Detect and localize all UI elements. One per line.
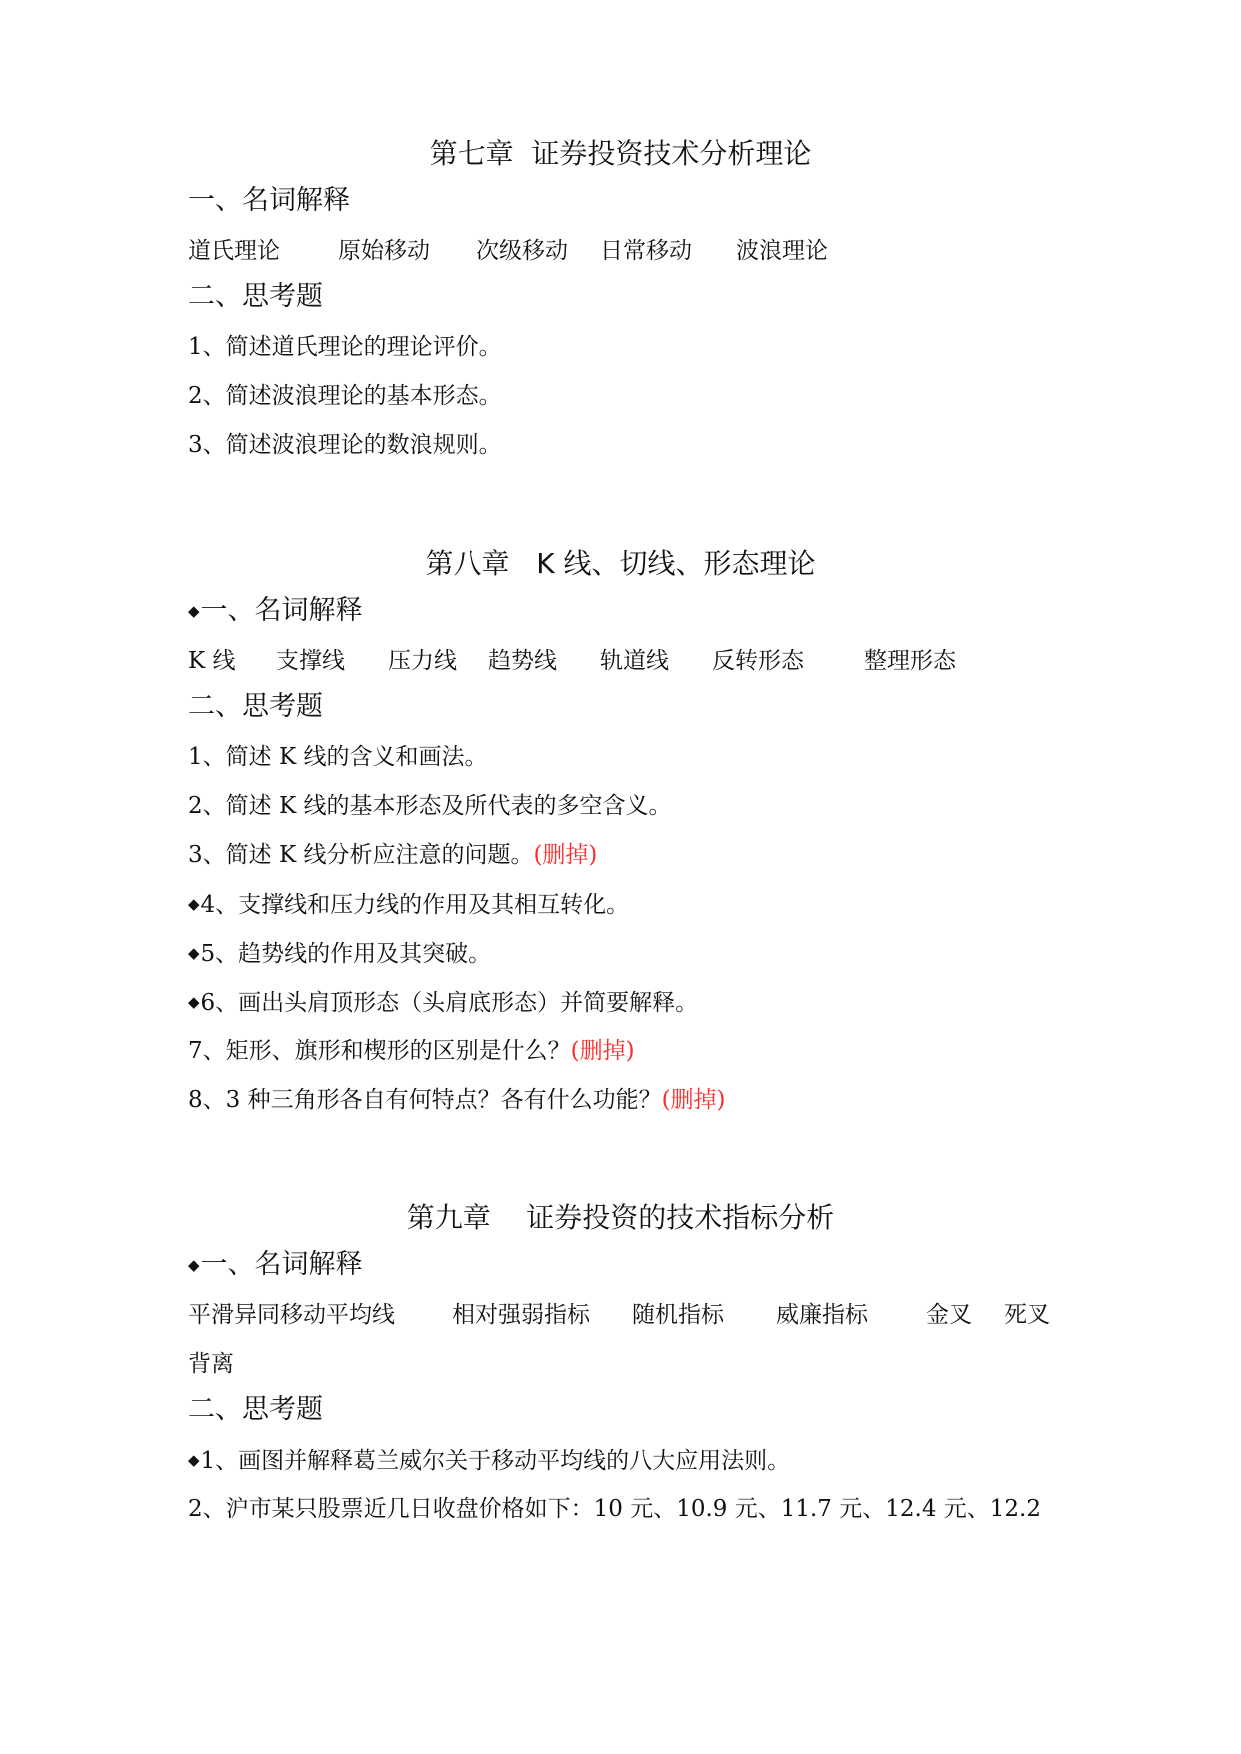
- delete-note: (删掉): [661, 1087, 726, 1113]
- ch9-question: 1、画图并解释葛兰威尔关于移动平均线的八大应用法则。: [200, 1448, 791, 1474]
- ch9-terms-heading: 一、名词解释: [200, 1249, 363, 1280]
- diamond-bullet-icon: ◆: [188, 1451, 200, 1469]
- ch7-terms-heading: 一、名词解释: [188, 185, 350, 216]
- ch8-question: 4、支撑线和压力线的作用及其相互转化。: [200, 892, 630, 918]
- ch8-question: 6、画出头肩顶形态（头肩底形态）并简要解释。: [200, 990, 699, 1016]
- ch8-question-row: [188, 1036, 635, 1066]
- chapter-8-title: 第八章 K 线、切线、形态理论: [425, 547, 816, 580]
- ch9-question-row: [188, 1445, 790, 1476]
- ch7-term: 日常移动: [600, 238, 692, 264]
- ch9-questions-heading: 二、思考题: [188, 1394, 323, 1425]
- ch9-term: 平滑异同移动平均线: [188, 1302, 395, 1328]
- ch8-question: 8、3 种三角形各自有何特点？各有什么功能？: [188, 1087, 662, 1113]
- ch8-term: 支撑线: [276, 648, 345, 674]
- ch8-question: 3、简述 K 线分析应注意的问题。: [188, 842, 534, 868]
- ch8-question-row: [188, 987, 698, 1018]
- ch9-term: 相对强弱指标: [452, 1302, 590, 1328]
- chapter-7-title: 第七章 证券投资技术分析理论: [429, 137, 812, 170]
- ch8-term: K 线: [188, 648, 236, 674]
- ch7-questions-heading: 二、思考题: [188, 281, 323, 312]
- ch8-term: 轨道线: [600, 648, 669, 674]
- ch8-question: 7、矩形、旗形和楔形的区别是什么？: [188, 1038, 571, 1064]
- diamond-bullet-icon: ◆: [188, 1256, 200, 1274]
- ch8-question: 5、趋势线的作用及其突破。: [200, 941, 492, 967]
- diamond-bullet-icon: ◆: [188, 895, 200, 913]
- ch7-term: 次级移动: [476, 238, 568, 264]
- ch8-term: 趋势线: [488, 648, 557, 674]
- ch7-question: 3、简述波浪理论的数浪规则。: [188, 432, 502, 458]
- ch8-question-row: [188, 1085, 726, 1115]
- ch8-question-row: [188, 840, 597, 870]
- delete-note: (删掉): [533, 842, 598, 868]
- diamond-bullet-icon: ◆: [188, 944, 200, 962]
- ch8-question-row: [188, 938, 491, 969]
- ch7-term: 道氏理论: [188, 238, 280, 264]
- ch8-terms-heading: 一、名词解释: [200, 595, 363, 626]
- ch8-term: 压力线: [388, 648, 457, 674]
- chapter-9-title: 第九章 证券投资的技术指标分析: [406, 1201, 835, 1234]
- ch7-term: 波浪理论: [736, 238, 828, 264]
- ch8-question: 1、简述 K 线的含义和画法。: [188, 744, 488, 770]
- ch8-question: 2、简述 K 线的基本形态及所代表的多空含义。: [188, 793, 672, 819]
- diamond-bullet-icon: ◆: [188, 993, 200, 1011]
- ch8-term: 整理形态: [864, 648, 956, 674]
- ch9-term: 背离: [188, 1351, 234, 1377]
- ch8-terms-heading-row: [188, 594, 363, 628]
- ch7-question: 2、简述波浪理论的基本形态。: [188, 383, 502, 409]
- ch9-question: 2、沪市某只股票近几日收盘价格如下：10 元、10.9 元、11.7 元、12.4 元、12.2: [188, 1496, 1041, 1522]
- ch7-question: 1、简述道氏理论的理论评价。: [188, 334, 502, 360]
- delete-note: (删掉): [570, 1038, 635, 1064]
- ch8-questions-heading: 二、思考题: [188, 691, 323, 722]
- ch8-question-row: [188, 889, 629, 920]
- ch7-term: 原始移动: [338, 238, 430, 264]
- ch9-term: 威廉指标: [776, 1302, 868, 1328]
- ch9-term: 金叉: [926, 1302, 972, 1328]
- diamond-bullet-icon: ◆: [188, 602, 200, 620]
- ch9-term: 随机指标: [632, 1302, 724, 1328]
- ch9-terms-heading-row: [188, 1248, 363, 1282]
- ch8-term: 反转形态: [712, 648, 804, 674]
- ch9-term: 死叉: [1004, 1302, 1050, 1328]
